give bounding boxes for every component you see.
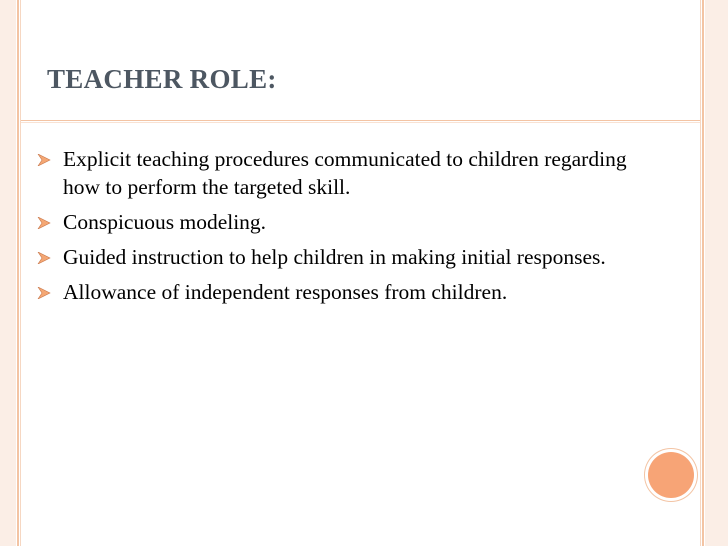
bullet-text: Explicit teaching procedures communicated to children regarding how to perform the targeted skill.	[63, 147, 627, 199]
left-border-rule-inner	[20, 0, 21, 546]
circle-ornament-icon	[648, 452, 694, 498]
title-divider	[21, 120, 700, 121]
bullet-item	[35, 278, 635, 306]
arrowhead-icon	[37, 252, 51, 264]
bullet-item	[35, 243, 635, 271]
slide-title: TEACHER ROLE:	[47, 64, 277, 94]
arrowhead-icon	[37, 287, 51, 299]
title-divider-inner	[21, 122, 700, 123]
bullet-text: Allowance of independent responses from children.	[63, 280, 508, 304]
right-border-band	[705, 0, 728, 546]
left-border-rule	[17, 0, 19, 546]
bullet-text: Conspicuous modeling.	[63, 210, 267, 234]
right-border-rule	[702, 0, 704, 546]
arrowhead-icon	[37, 217, 51, 229]
bullet-item	[35, 145, 635, 201]
bullet-item	[35, 208, 635, 236]
arrowhead-icon	[37, 154, 51, 166]
left-border-band	[0, 0, 16, 546]
bullet-list	[35, 145, 635, 313]
right-border-rule-inner	[700, 0, 701, 546]
bullet-text: Guided instruction to help children in making initial responses.	[63, 245, 606, 269]
